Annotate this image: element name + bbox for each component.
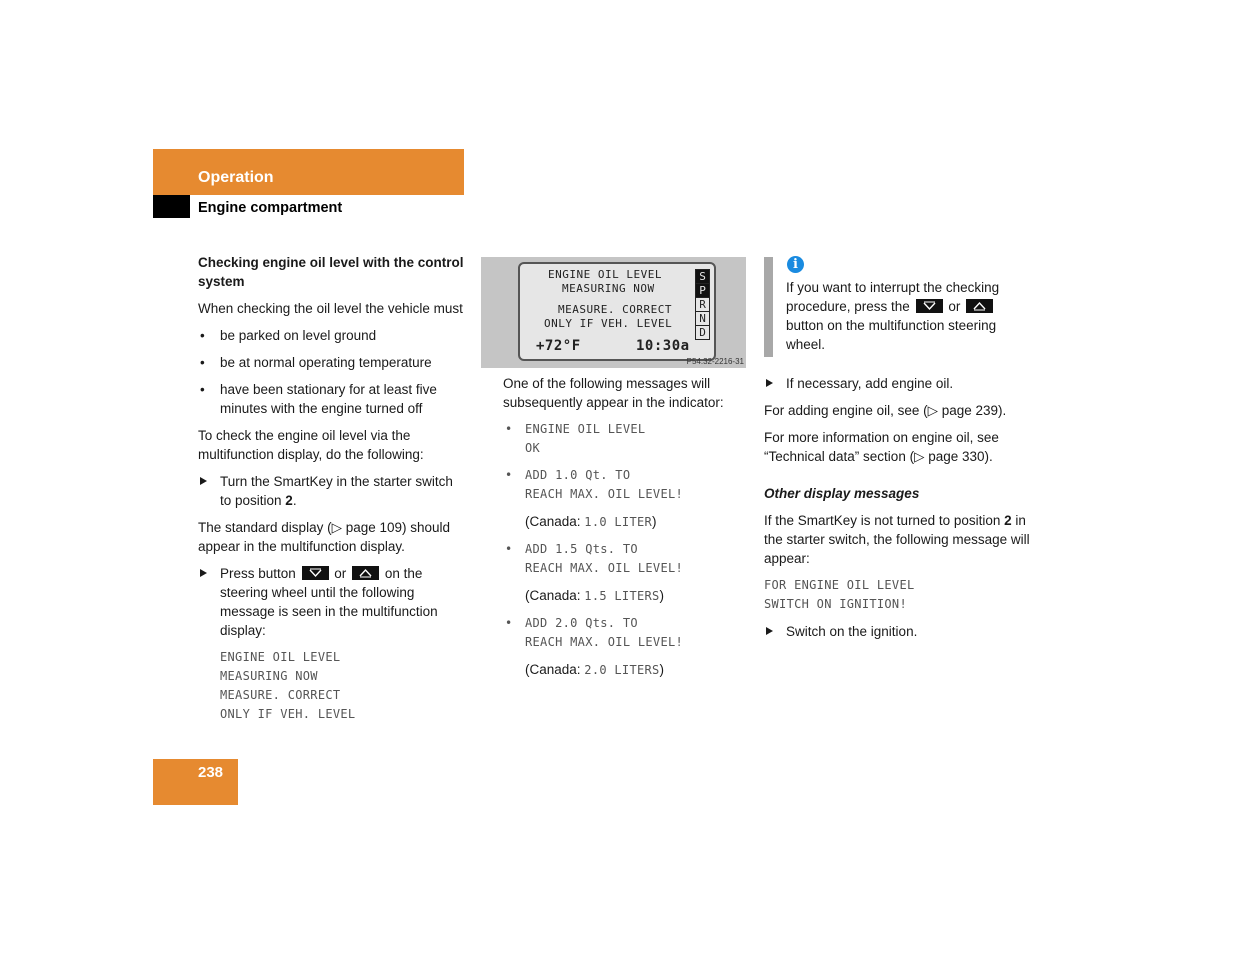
step-add-oil: If necessary, add engine oil. [764, 374, 1034, 393]
multifunction-display-figure [481, 257, 746, 368]
condition-item: • be at normal operating temperature [198, 353, 466, 372]
not-turned-text: If the SmartKey is not turned to position 2 in the starter switch, the following message will appear: [764, 513, 1030, 566]
condition-item: • have been stationary for at least five minutes with the engine turned off [198, 380, 466, 418]
gear-indicator [695, 269, 709, 339]
subsection-title: Engine compartment [198, 200, 343, 216]
to-check-text: To check the engine oil level via the multifunction display, do the following: [198, 428, 424, 462]
right-column [764, 374, 1034, 649]
display-line: ONLY IF VEH. LEVEL [544, 317, 673, 330]
display-message: ENGINE OIL LEVEL MEASURING NOW MEASURE. CORRECT ONLY IF VEH. LEVEL [220, 650, 356, 721]
info-icon: i [787, 256, 804, 273]
figure-code: P54.32-2216-31 [686, 357, 744, 366]
canada-note: (Canada: 2.0 LITERS) [525, 662, 665, 677]
chevron-up-button-icon [966, 299, 993, 313]
other-messages-heading: Other display messages [764, 486, 920, 501]
left-column [198, 253, 466, 732]
display-line: MEASURE. CORRECT [558, 303, 672, 316]
clock-readout: 10:30a [636, 338, 690, 354]
step-switch-ignition: Switch on the ignition. [764, 622, 1034, 641]
page-number-tab [153, 759, 238, 805]
gear-n: N [695, 311, 710, 326]
message-item: • ADD 1.5 Qts. TO REACH MAX. OIL LEVEL! [503, 540, 751, 578]
display-screen [518, 262, 716, 361]
canada-note: (Canada: 1.0 LITER) [525, 514, 657, 529]
middle-column [503, 374, 751, 688]
info-box-bar [764, 257, 773, 357]
info-box-text: If you want to interrupt the checking procedure, press the or button on the multifunction steering wheel. [786, 280, 1000, 352]
procedure-heading: Checking engine oil level with the control system [198, 255, 464, 289]
standard-display-text: The standard display (▷ page 109) should appear in the multifunction display. [198, 520, 451, 554]
gear-p: P [695, 283, 710, 298]
display-line: ENGINE OIL LEVEL [548, 268, 662, 281]
gear-r: R [695, 297, 710, 312]
display-line: MEASURING NOW [562, 282, 655, 295]
message-item: • ADD 1.0 Qt. TO REACH MAX. OIL LEVEL! [503, 466, 751, 504]
chevron-down-button-icon [916, 299, 943, 313]
message-item: • ADD 2.0 Qts. TO REACH MAX. OIL LEVEL! [503, 614, 751, 652]
section-title: Operation [198, 169, 274, 186]
intro-text: When checking the oil level the vehicle must [198, 301, 463, 316]
gear-s: S [695, 269, 710, 284]
step-press-button: Press button or on the steering wheel until the following message is seen in the multifunction display: [198, 564, 466, 640]
ignition-message: FOR ENGINE OIL LEVEL SWITCH ON IGNITION! [764, 578, 915, 611]
condition-item: • be parked on level ground [198, 326, 466, 345]
gear-d: D [695, 325, 710, 340]
adding-oil-ref: For adding engine oil, see (▷ page 239). [764, 403, 1007, 418]
chevron-down-button-icon [302, 566, 329, 580]
step-turn-key: Turn the SmartKey in the starter switch to position 2. [198, 472, 466, 510]
more-info-ref: For more information on engine oil, see “Technical data” section (▷ page 330). [764, 430, 999, 464]
page-number: 238 [198, 764, 224, 781]
canada-note: (Canada: 1.5 LITERS) [525, 588, 665, 603]
messages-intro: One of the following messages will subsequently appear in the indicator: [503, 376, 724, 410]
chevron-up-button-icon [352, 566, 379, 580]
message-item: • ENGINE OIL LEVEL OK [503, 420, 751, 458]
section-marker [153, 195, 190, 218]
temperature-readout: +72°F [536, 338, 581, 354]
